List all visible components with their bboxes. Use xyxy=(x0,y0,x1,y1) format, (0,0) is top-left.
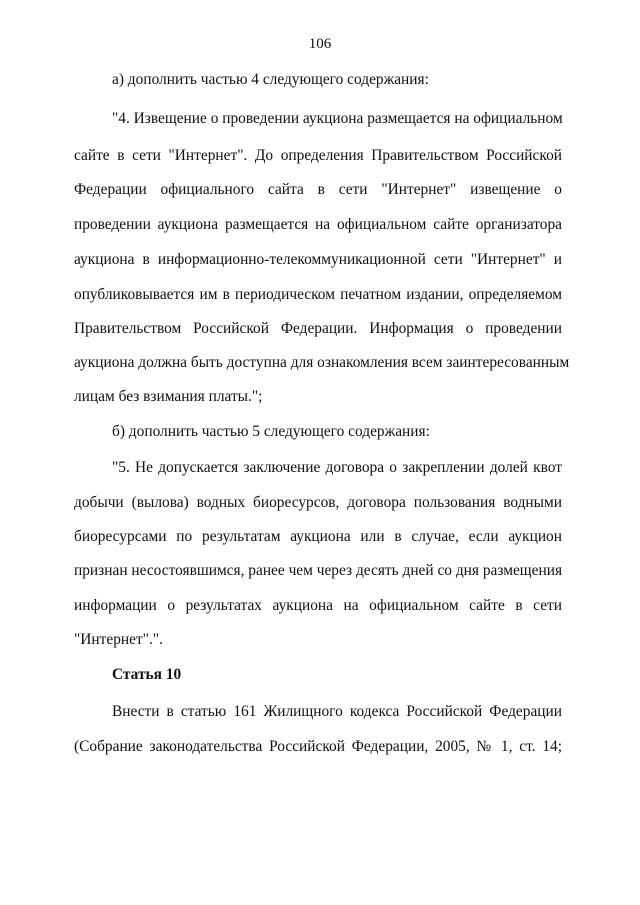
page-number: 106 xyxy=(308,36,332,52)
text-line: а) дополнить частью 4 следующего содержания: xyxy=(112,71,429,88)
text-line: сайте в сети "Интернет". До определения Правительством Российской xyxy=(74,147,562,164)
text-line: биоресурсами по результатам аукциона или в случае, если аукцион xyxy=(74,528,562,545)
text-line: "5. Не допускается заключение договора о закреплении долей квот xyxy=(112,459,562,476)
text-line: аукциона должна быть доступна для ознакомления всем заинтересованным xyxy=(74,354,570,371)
text-line: Внести в статью 161 Жилищного кодекса Российской Федерации xyxy=(112,703,562,720)
text-line: опубликовывается им в периодическом печатном издании, определяемом xyxy=(74,286,562,303)
text-line: б) дополнить частью 5 следующего содержания: xyxy=(112,423,430,440)
text-line: информации о результатах аукциона на официальном сайте в сети xyxy=(74,597,562,614)
text-line: признан несостоявшимся, ранее чем через десять дней со дня размещения xyxy=(74,562,563,579)
article-heading: Статья 10 xyxy=(112,666,182,683)
text-line: аукциона в информационно-телекоммуникационной сети "Интернет" и xyxy=(74,251,562,268)
text-line: Правительством Российской Федерации. Информация о проведении xyxy=(74,320,562,337)
text-line: проведении аукциона размещается на официальном сайте организатора xyxy=(74,216,562,233)
text-line: лицам без взимания платы."; xyxy=(74,388,263,405)
text-line: добычи (вылова) водных биоресурсов, договора пользования водными xyxy=(74,494,562,511)
text-line: (Собрание законодательства Российской Федерации, 2005, № 1, ст. 14; xyxy=(74,738,562,755)
text-line: Федерации официального сайта в сети "Интернет" извещение о xyxy=(74,181,562,198)
text-line: "4. Извещение о проведении аукциона размещается на официальном xyxy=(112,110,563,127)
text-line: "Интернет".". xyxy=(74,631,163,648)
